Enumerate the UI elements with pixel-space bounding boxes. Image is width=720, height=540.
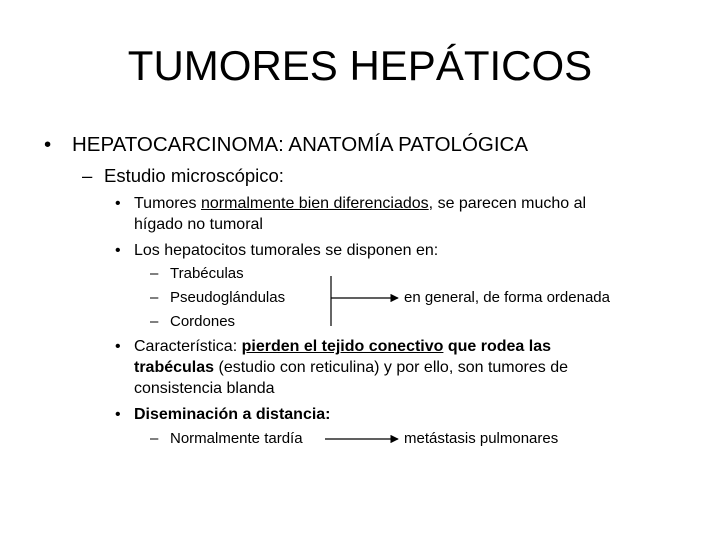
bullet-level3: • (115, 406, 121, 423)
bullet-level2: – (82, 165, 93, 186)
bullet-level3: • (115, 338, 121, 355)
spread-result: metástasis pulmonares (404, 430, 559, 447)
arrangement-item: Trabéculas (170, 265, 244, 282)
arrangement-item: Pseudoglándulas (170, 289, 286, 306)
item-dissemination: Diseminación a distancia: (134, 406, 331, 423)
bullet-level4: – (150, 265, 159, 282)
item-differentiated-tumors-line2: hígado no tumoral (134, 216, 263, 233)
bullet-level4: – (150, 289, 159, 306)
bullet-level3: • (115, 195, 121, 212)
underlined-phrase: normalmente bien diferenciados (200, 195, 429, 212)
heading-microscopic-study: Estudio microscópico: (104, 165, 284, 186)
bullet-level4: – (150, 313, 159, 330)
arrangement-item: Cordones (170, 313, 236, 330)
bullet-level3: • (115, 242, 121, 259)
item-arrangement-intro: Los hepatocitos tumorales se disponen en: (134, 242, 439, 259)
arrangement-note: en general, de forma ordenada (404, 289, 610, 306)
item-differentiated-tumors: Tumores normalmente bien diferenciados, se parecen mucho al (134, 195, 587, 212)
item-characteristic-line3: consistencia blanda (134, 380, 275, 397)
item-characteristic-line2: trabéculas (estudio con reticulina) y por ello, son tumores de (134, 359, 568, 376)
underlined-bold-phrase: pierden el tejido conectivo (241, 338, 444, 355)
item-characteristic: Característica: pierden el tejido conectivo que rodea las (134, 338, 552, 355)
bullet-level4: – (150, 430, 159, 447)
spread-timing: Normalmente tardía (170, 430, 303, 447)
heading-hepatocarcinoma: HEPATOCARCINOMA: ANATOMÍA PATOLÓGICA (72, 133, 529, 156)
bullet-level1: • (44, 133, 52, 156)
slide-title: TUMORES HEPÁTICOS (127, 42, 593, 89)
